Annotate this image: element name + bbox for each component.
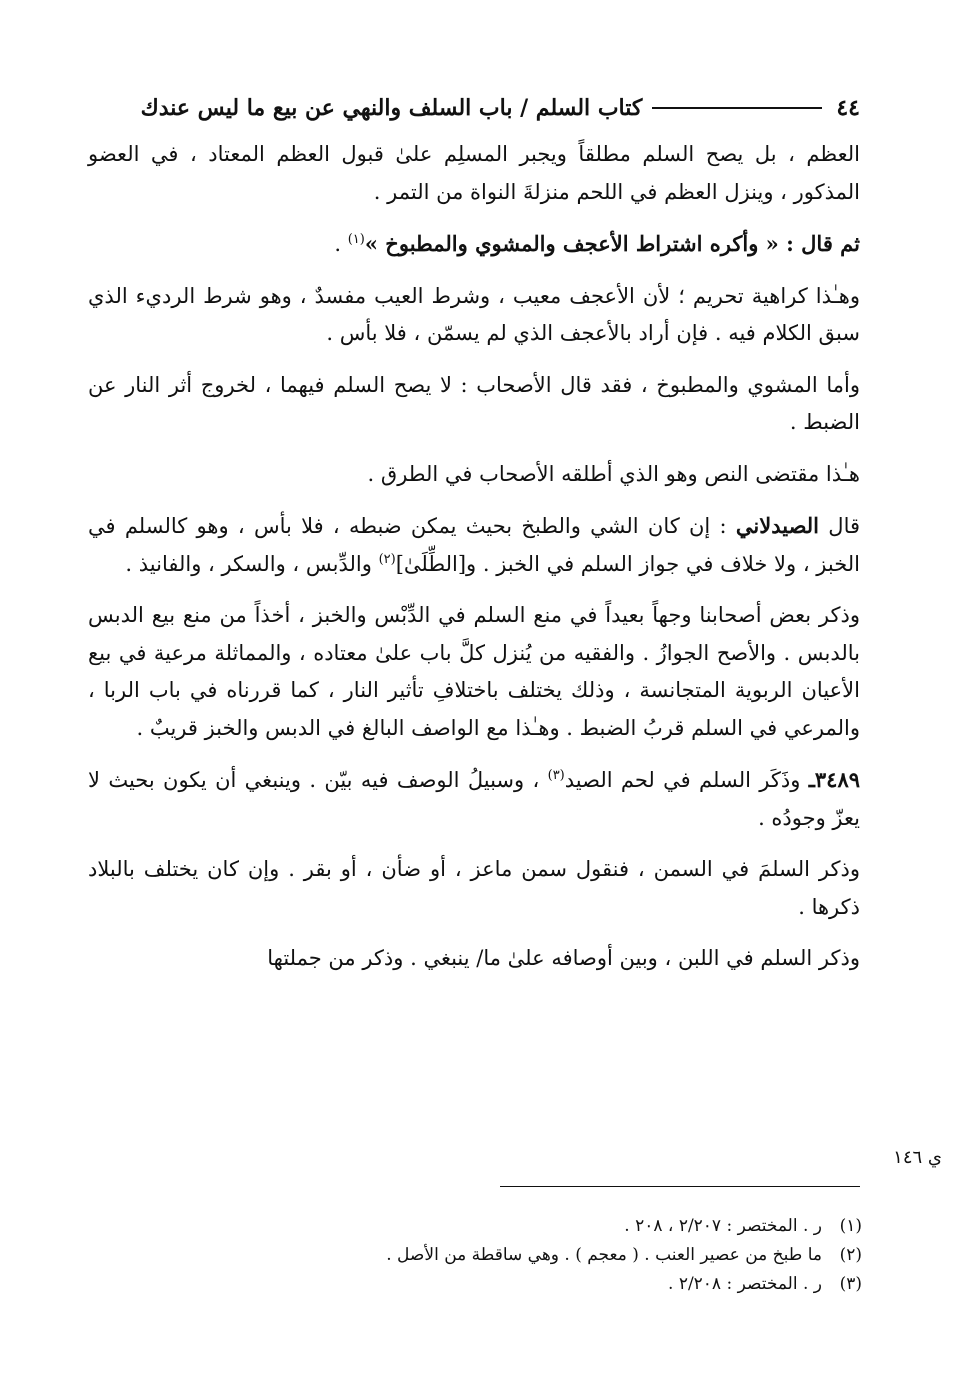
footnote <box>300 1212 862 1241</box>
footnote-ref: (١) <box>347 232 365 247</box>
paragraph-text: : إن كان الشي والطبخ بحيث يمكن ضبطه ، فلا بأس ، وهو كالسلم في الخبز ، ولا خلاف في جواز السلم في الخبز . و[الطِّلَىٰ] <box>88 514 860 576</box>
paragraph-text: قال <box>819 514 861 538</box>
footnote-number: (٣) <box>839 1274 862 1294</box>
paragraph-text: هـٰذا مقتضى النص وهو الذي أطلقه الأصحاب في الطرق . <box>367 461 860 486</box>
paragraph-tail: . <box>334 232 348 256</box>
paragraph-text: وأما المشوي والمطبوخ ، فقد قال الأصحاب : لا يصح السلم فيهما ، لخروج أثر النار عن الضبط . <box>88 372 860 434</box>
paragraph <box>88 851 860 926</box>
section-number: ٣٤٨٩ـ <box>808 767 861 792</box>
paragraph <box>88 136 860 211</box>
paragraph <box>88 367 860 442</box>
footnote-ref: (٣) <box>547 768 565 783</box>
paragraph <box>88 278 860 353</box>
paragraph <box>88 456 860 494</box>
paragraph-text: العظم ، بل يصح السلم مطلقاً ويجبر المسلِم علىٰ قبول العظم المعتاد ، في العضو المذكور ، وينزل العظم في اللحم منزلةَ النواة من التمر . <box>88 142 860 204</box>
paragraph-text: وذكر السلم في اللبن ، وبين أوصافه علىٰ ما/ ينبغي . وذكر من جملتها <box>267 946 860 970</box>
paragraph-text: وذَكَر السلم في لحم الصيد <box>564 768 809 792</box>
footnote-ref: (٢) <box>378 551 396 567</box>
cited-scholar: الصيدلاني <box>735 513 820 538</box>
quote-text: ثم قال : « وأكره اشتراط الأعجف والمشوي والمطبوخ » <box>364 231 860 256</box>
footnote-number: (٢) <box>839 1245 862 1265</box>
footnote-number: (١) <box>839 1216 862 1236</box>
footnotes <box>300 1212 862 1299</box>
header-rule <box>652 107 822 109</box>
paragraph-tail: والدِّبس ، والسكر ، والفانيذ . <box>125 551 379 576</box>
paragraph-text: وهـٰذا كراهية تحريم ؛ لأن الأعجف معيب ، وشرط العيب مفسدٌ ، وهو شرط الرديء الذي سبق الكلام فيه . فإن أراد بالأعجف الذي لم يسمّن ، فلا بأس . <box>88 283 860 345</box>
margin-page-marker: ي ١٤٦ <box>893 1147 942 1168</box>
footnote-text: ر . المختصر : ٢/٢٠٨ . <box>668 1274 822 1294</box>
footnote-text: ر . المختصر : ٢/٢٠٧ ، ٢٠٨ . <box>624 1216 822 1236</box>
paragraph <box>88 940 860 978</box>
paragraph-text: وذكر بعض أصحابنا وجهاً بعيداً في منع السلم في الدِّبْس والخبز ، أخذاً من منع بيع الدبس بالدبس . والأصح الجوازُ . والفقيه من يُنزل كلَّ باب علىٰ معتاده ، والمماثلة مرعية في بيع الأعيان الربوية المتجانسة ، وذلك يختلف باختلافِ تأثير النار ، كما قررناه في باب الربا ، والمرعي في السلم قربُ الضبط . وهـٰذا مع الواصف البالغ في الدبس والخبز قريبٌ . <box>88 603 860 740</box>
paragraph <box>88 225 860 264</box>
main-text <box>88 136 860 990</box>
paragraph <box>88 507 860 583</box>
paragraph-text: وذكر السلمَ في السمن ، فنقول سمن ماعز ، أو ضأن ، أو بقر . وإن كان يختلف بالبلاد ذكرها . <box>88 857 860 919</box>
running-header <box>88 88 860 128</box>
running-title: كتاب السلم / باب السلف والنهي عن بيع ما ليس عندك <box>140 95 643 121</box>
paragraph <box>88 761 860 837</box>
paragraph <box>88 597 860 747</box>
paragraph-tail: ، وسبيلُ الوصف فيه بيّن . وينبغي أن يكون بحيث لا يعزّ وجودُه . <box>88 768 860 830</box>
footnote <box>300 1270 862 1299</box>
footnote-rule <box>500 1186 860 1187</box>
page-number: ٤٤ <box>836 95 860 121</box>
footnote <box>300 1241 862 1270</box>
footnote-text: ما طبخ من عصير العنب . ( معجم ) . وهي ساقطة من الأصل . <box>386 1245 822 1265</box>
